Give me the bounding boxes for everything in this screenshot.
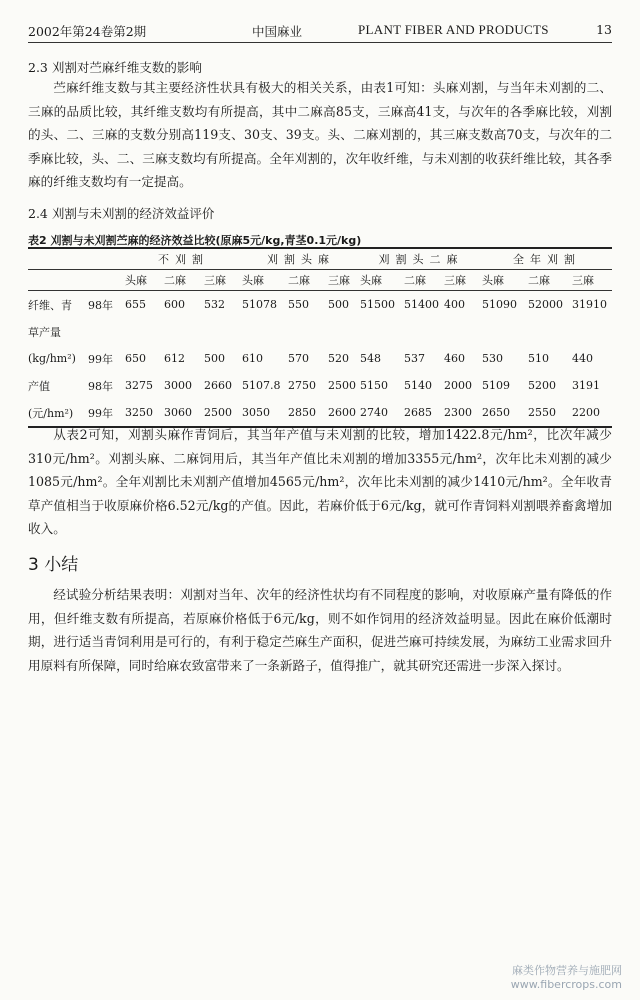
site-watermark [511,964,622,992]
table-cell: 5109 [482,379,510,392]
watermark-url: www.fibercrops.com [510,978,622,991]
column-header: 二麻 [164,270,204,291]
group-header-row [28,248,612,270]
table-cell [328,318,360,345]
column-header: 三麻 [444,270,482,291]
journal-name-cn: 中国麻业 [252,24,303,39]
table-cell: 3050 [242,406,270,419]
table-cell: 548 [360,352,381,365]
table-cell [528,318,572,345]
economic-benefit-table [28,247,612,428]
table-cell: 51090 [482,298,517,311]
table-cell: 2740 [360,406,388,419]
table-cell: 500 [204,352,225,365]
column-header: 三麻 [328,270,360,291]
row-year [88,318,125,345]
column-header: 三麻 [572,270,612,291]
table-cell [164,318,204,345]
group-header: 不刈割 [125,248,242,270]
column-header: 头麻 [360,270,404,291]
group-header: 全年刈割 [482,248,612,270]
table-cell: 2200 [572,406,600,419]
table-cell [444,318,482,345]
section-3-body: 经试验分析结果表明：刈割对当年、次年的经济性状均有不同程度的影响，对收原麻产量有降低的作用，但纤维支数有所提高，若原麻价格低于6元/kg，则不如作饲用的经济效益明显。因此在麻价低潮时期，进行适当青饲利用是可行的，有利于稳定苎麻生产面积，促进苎麻可持续发展，为麻纺工业需求回升用原料有所保障，同时给麻农致富带来了一条新路子，值得推广，就其研究还需进一步深入探讨。 [28,587,612,673]
table-body [28,291,612,428]
group-header: 刈割头二麻 [360,248,482,270]
table-cell: 2660 [204,379,232,392]
table-cell: 5200 [528,379,556,392]
row-year: 98年 [88,379,113,393]
column-header: 三麻 [204,270,242,291]
page-number: 13 [596,22,612,37]
table-cell [204,318,242,345]
table-cell: 2685 [404,406,432,419]
table-cell: 460 [444,352,465,365]
section-2-3-title: 2.3 刈割对苎麻纤维支数的影响 [28,60,202,75]
row-label: 草产量 [28,325,61,339]
table-cell: 2600 [328,406,356,419]
table-cell: 400 [444,298,465,311]
table-cell: 51500 [360,298,395,311]
row-year: 99年 [88,406,113,420]
table-caption: 表2 刈割与未刈割苎麻的经济效益比较(原麻5元/kg,青茎0.1元/kg) [28,234,362,247]
table-cell: 2650 [482,406,510,419]
section-3-title: 3 小结 [28,555,79,575]
table-cell: 530 [482,352,503,365]
table-cell: 3000 [164,379,192,392]
column-header: 二麻 [404,270,444,291]
row-year: 98年 [88,298,113,312]
table-cell [360,318,404,345]
table-row [28,318,612,345]
row-label: (元/hm²) [28,406,74,420]
table-cell: 570 [288,352,309,365]
table-row [28,345,612,372]
page-header [28,22,612,43]
table-cell: 655 [125,298,146,311]
column-header: 头麻 [242,270,288,291]
table-cell: 520 [328,352,349,365]
table-cell: 3275 [125,379,153,392]
column-header: 二麻 [528,270,572,291]
table-row [28,372,612,399]
table-cell: 5150 [360,379,388,392]
table-cell [482,318,528,345]
table-cell: 2550 [528,406,556,419]
table-cell: 2500 [204,406,232,419]
table-cell: 2500 [328,379,356,392]
table-cell [288,318,328,345]
table-cell [242,318,288,345]
table-cell: 600 [164,298,185,311]
table-cell: 532 [204,298,225,311]
journal-issue: 2002年第24卷第2期 [28,24,147,39]
table-cell: 2750 [288,379,316,392]
table-cell: 31910 [572,298,607,311]
row-label: 纤维、青 [28,298,72,312]
table-cell: 2300 [444,406,472,419]
group-header: 刈割头麻 [242,248,360,270]
table-cell [572,318,612,345]
table-discussion-paragraph: 从表2可知，刈割头麻作青饲后，其当年产值与未刈割的比较，增加1422.8元/hm²，比次年减少310元/hm²。刈割头麻、二麻饲用后，其当年产值比未刈割的增加3355元/hm²，次年比未刈割的减少1085元/hm²。全年刈割比未刈割产值增加4565元/hm²，次年比未刈割的减少1410元/hm²。全年收青草产值相当于收原麻价格6.52元/kg的产值。因此，若麻价低于6元/kg，就可作青饲料刈割喂养畜禽增加收入。 [28,427,612,536]
table-cell: 650 [125,352,146,365]
table-cell: 440 [572,352,593,365]
table-cell: 3191 [572,379,600,392]
table-cell: 2850 [288,406,316,419]
table-cell: 537 [404,352,425,365]
row-label: (kg/hm²) [28,352,76,365]
table-cell: 612 [164,352,185,365]
table-cell: 5140 [404,379,432,392]
sub-header-row [28,270,612,291]
journal-name-en: PLANT FIBER AND PRODUCTS [358,22,549,37]
table-cell [404,318,444,345]
section-2-3-body: 苎麻纤维支数与其主要经济性状具有极大的相关关系，由表1可知：头麻刈割，与当年未刈割的二、三麻的品质比较，其纤维支数均有所提高，其中二麻高85支，三麻高41支，与次年的各季麻比较，刈割的头、二、三麻的支数分别高119支、30支、39支。头、二麻刈割的，其三麻支数高70支，与次年的二季麻比较，头、二、三麻支数均有所提高。全年刈割的，次年收纤维，与未刈割的收获纤维比较，其各季麻的纤维支数均有一定提高。 [28,80,612,189]
table-row [28,291,612,319]
column-header: 头麻 [125,270,164,291]
table-cell: 52000 [528,298,563,311]
column-header: 二麻 [288,270,328,291]
table-cell: 610 [242,352,263,365]
table-cell: 5107.8 [242,379,281,392]
watermark-line: 麻类作物营养与施肥网 [512,964,622,977]
table-cell: 51400 [404,298,439,311]
table-cell: 550 [288,298,309,311]
column-header: 头麻 [482,270,528,291]
table-cell: 51078 [242,298,277,311]
section-2-4-title: 2.4 刈割与未刈割的经济效益评价 [28,206,215,221]
table-cell: 3060 [164,406,192,419]
table-cell: 510 [528,352,549,365]
table-cell: 500 [328,298,349,311]
table-cell: 2000 [444,379,472,392]
row-label: 产值 [28,379,50,393]
table-cell [125,318,164,345]
table-cell: 3250 [125,406,153,419]
row-year: 99年 [88,352,113,366]
